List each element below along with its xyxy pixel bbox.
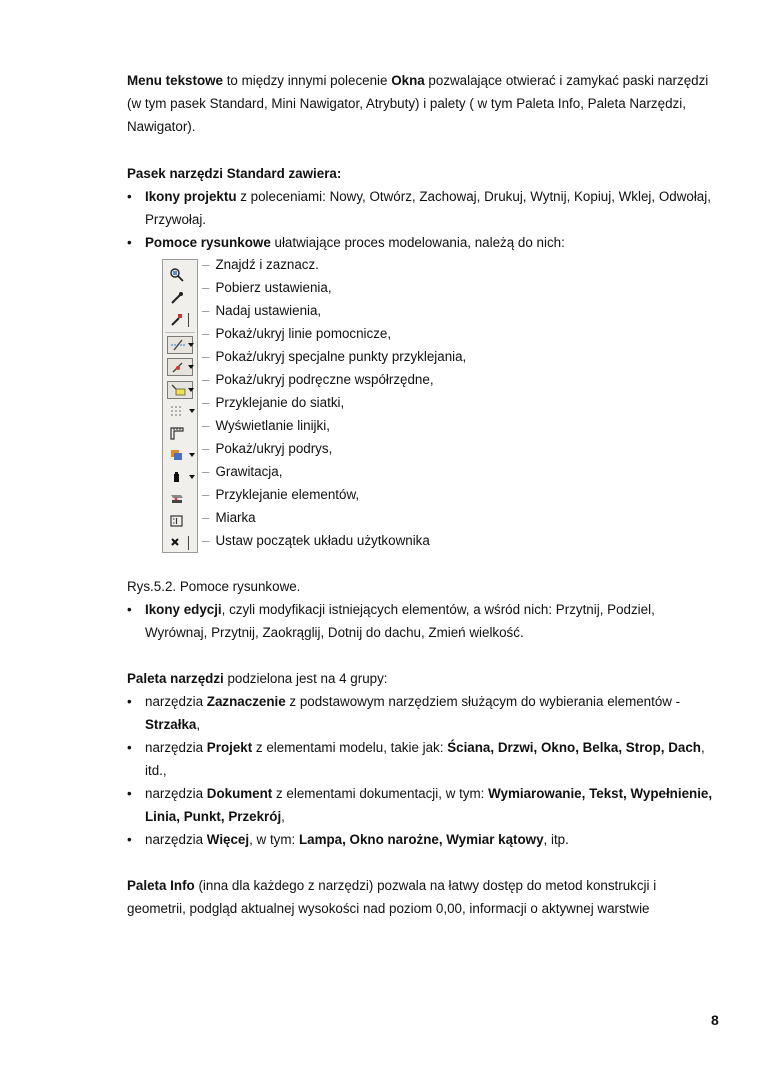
ruler-icon[interactable] [167,425,193,443]
bullet-group-project: • narzędzia Projekt z elementami modelu, takie jak: Ściana, Drzwi, Okno, Belka, Strop, Dach, itd., [127,740,705,778]
guide-lines-icon[interactable] [167,336,193,354]
toolbar-label: – Pokaż/ukryj podrys, [202,441,333,456]
toolbar-label: – Pokaż/ukryj specjalne punkty przyklejania, [202,349,467,364]
trace-icon[interactable] [167,447,193,465]
toolbar-label: – Grawitacja, [202,464,283,479]
toolbar-label: – Nadaj ustawienia, [202,303,322,318]
toolbar-label: – Wyświetlanie linijki, [202,418,330,433]
toolbar-label: – Pokaż/ukryj podręczne współrzędne, [202,372,434,387]
find-select-icon[interactable] [167,266,193,284]
paragraph-info-palette: Paleta Info (inna dla każdego z narzędzi) pozwala na łatwy dostęp do metod konstrukcji i geometrii, podgląd aktualnej wysokości nad poziom 0,00, informacji o aktywnej warstwie [127,878,657,916]
grid-snap-icon[interactable] [167,403,193,421]
eyedropper-icon[interactable] [167,289,193,307]
toolbar-label: – Pobierz ustawienia, [202,280,332,295]
toolbar-label: – Ustaw początek układu użytkownika [202,533,430,548]
toolbar-label: – Przyklejanie do siatki, [202,395,345,410]
toolbar-label: – Znajdź i zaznacz. [202,257,319,272]
gravity-icon[interactable] [167,469,193,487]
toolbar-label: – Miarka [202,510,256,525]
heading-standard-toolbar: Pasek narzędzi Standard zawiera: [127,166,342,181]
drawing-aids-toolbar [162,259,198,553]
inject-settings-icon[interactable] [167,311,193,329]
bullet-group-more: • narzędzia Więcej, w tym: Lampa, Okno narożne, Wymiar kątowy, itp. [127,832,569,847]
snap-elements-icon[interactable] [167,491,193,509]
user-origin-icon[interactable] [167,534,193,552]
paragraph-palette: Paleta narzędzi podzielona jest na 4 grupy: [127,671,388,686]
bullet-drawing-aids: • Pomoce rysunkowe ułatwiające proces modelowania, należą do nich: [127,235,565,250]
bullet-group-document: • narzędzia Dokument z elementami dokumentacji, w tym: Wymiarowanie, Tekst, Wypełnienie, Linia, Punkt, Przekrój, [127,786,713,824]
bullet-edit-icons: • Ikony edycji, czyli modyfikacji istniejących elementów, a wśród nich: Przytnij, Podziel, Wyrównaj, Przytnij, Zaokrąglij, Dotnij do dachu, Zmień wielkość. [127,602,655,640]
bullet-group-selection: • narzędzia Zaznaczenie z podstawowym narzędziem służącym do wybierania elementów - Strzałka, [127,694,681,732]
coordinates-icon[interactable] [167,381,193,399]
page-number: 8 [711,1012,719,1028]
measure-icon[interactable] [167,513,193,531]
hotspots-icon[interactable] [167,358,193,376]
bullet-project-icons: • Ikony projektu z poleceniami: Nowy, Otwórz, Zachowaj, Drukuj, Wytnij, Kopiuj, Wklej, Odwołaj, Przywołaj. [127,189,711,227]
paragraph-menu: Menu tekstowe to między innymi polecenie Okna pozwalające otwierać i zamykać paski narzędzi (w tym pasek Standard, Mini Nawigator, Atrybuty) i palety ( w tym Paleta Info, Paleta Narzędzi, Nawigator). [127,73,709,134]
toolbar-label: – Przyklejanie elementów, [202,487,360,502]
figure-caption: Rys.5.2. Pomoce rysunkowe. [127,579,301,594]
toolbar-label: – Pokaż/ukryj linie pomocnicze, [202,326,392,341]
